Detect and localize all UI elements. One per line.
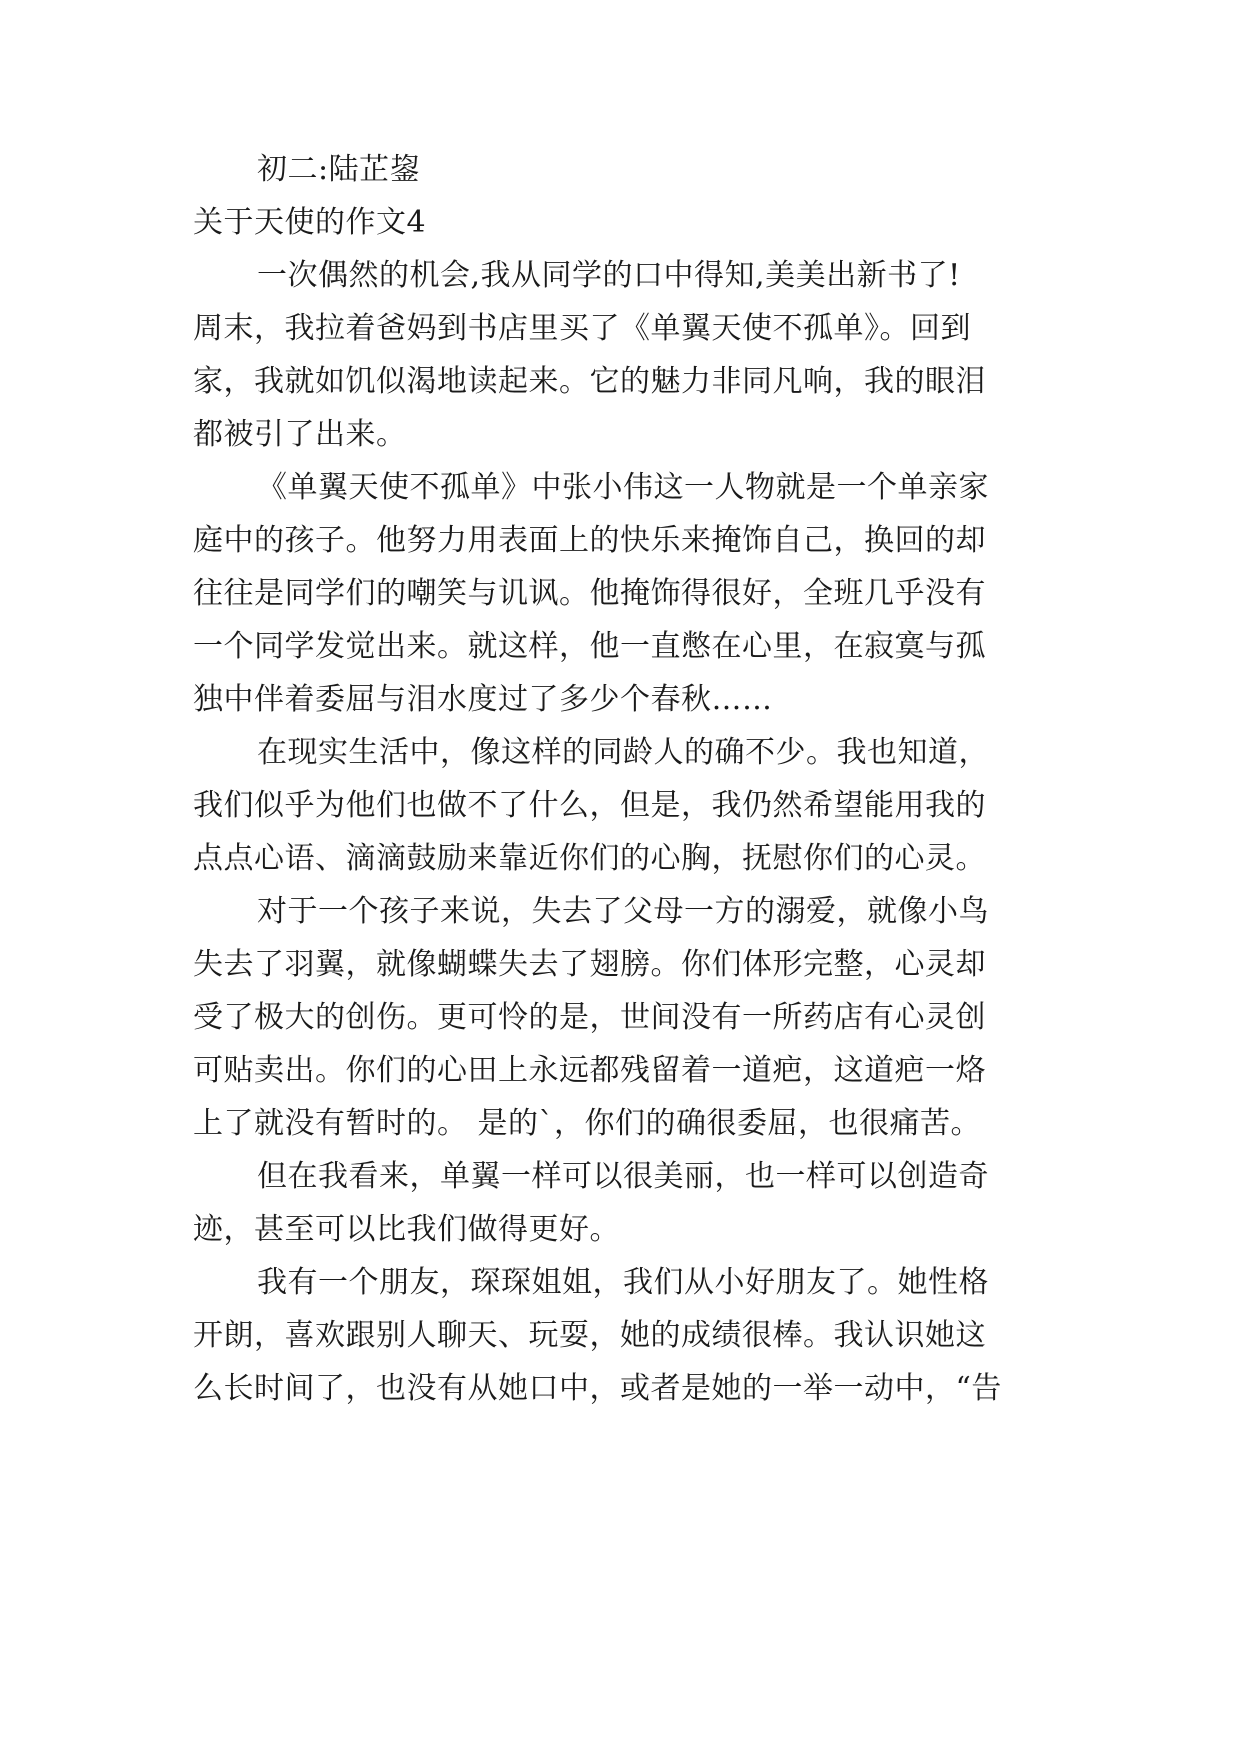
paragraph-6-line-1: 我有一个朋友，琛琛姐姐，我们从小好朋友了。她性格 xyxy=(257,1265,989,1300)
essay-title: 关于天使的作文4 xyxy=(193,205,427,240)
paragraph-6-line-3: 么长时间了，也没有从她口中，或者是她的一举一动中，“告 xyxy=(193,1371,1002,1406)
author-line: 初二:陆芷鋆 xyxy=(257,152,421,187)
paragraph-2-line-5: 独中伴着委屈与泪水度过了多少个春秋…… xyxy=(193,682,773,717)
paragraph-4-line-3: 受了极大的创伤。更可怜的是，世间没有一所药店有心灵创 xyxy=(193,1000,986,1035)
paragraph-1-line-4: 都被引了出来。 xyxy=(193,417,407,452)
paragraph-4-line-4: 可贴卖出。你们的心田上永远都残留着一道疤，这道疤一烙 xyxy=(193,1053,986,1088)
paragraph-3-line-2: 我们似乎为他们也做不了什么，但是，我仍然希望能用我的 xyxy=(193,788,986,823)
paragraph-4-line-1: 对于一个孩子来说，失去了父母一方的溺爱，就像小鸟 xyxy=(257,894,989,929)
paragraph-3-line-1: 在现实生活中，像这样的同龄人的确不少。我也知道， xyxy=(257,735,989,770)
paragraph-1-line-1: 一次偶然的机会,我从同学的口中得知,美美出新书了! xyxy=(257,258,961,293)
paragraph-4-line-2: 失去了羽翼，就像蝴蝶失去了翅膀。你们体形完整，心灵却 xyxy=(193,947,986,982)
paragraph-1-line-2: 周末，我拉着爸妈到书店里买了《单翼天使不孤单》。回到 xyxy=(193,311,971,346)
paragraph-6-line-2: 开朗，喜欢跟别人聊天、玩耍，她的成绩很棒。我认识她这 xyxy=(193,1318,986,1353)
paragraph-2-line-1: 《单翼天使不孤单》中张小伟这一人物就是一个单亲家 xyxy=(257,470,989,505)
paragraph-2-line-3: 往往是同学们的嘲笑与讥讽。他掩饰得很好，全班几乎没有 xyxy=(193,576,986,611)
paragraph-1-line-3: 家，我就如饥似渴地读起来。它的魅力非同凡响，我的眼泪 xyxy=(193,364,986,399)
paragraph-3-line-3: 点点心语、滴滴鼓励来靠近你们的心胸，抚慰你们的心灵。 xyxy=(193,841,986,876)
paragraph-2-line-2: 庭中的孩子。他努力用表面上的快乐来掩饰自己，换回的却 xyxy=(193,523,986,558)
paragraph-5-line-2: 迹，甚至可以比我们做得更好。 xyxy=(193,1212,620,1247)
paragraph-4-line-5: 上了就没有暂时的。 是的`，你们的确很委屈，也很痛苦。 xyxy=(193,1106,982,1141)
paragraph-5-line-1: 但在我看来，单翼一样可以很美丽，也一样可以创造奇 xyxy=(257,1159,989,1194)
paragraph-2-line-4: 一个同学发觉出来。就这样，他一直憋在心里，在寂寞与孤 xyxy=(193,629,986,664)
